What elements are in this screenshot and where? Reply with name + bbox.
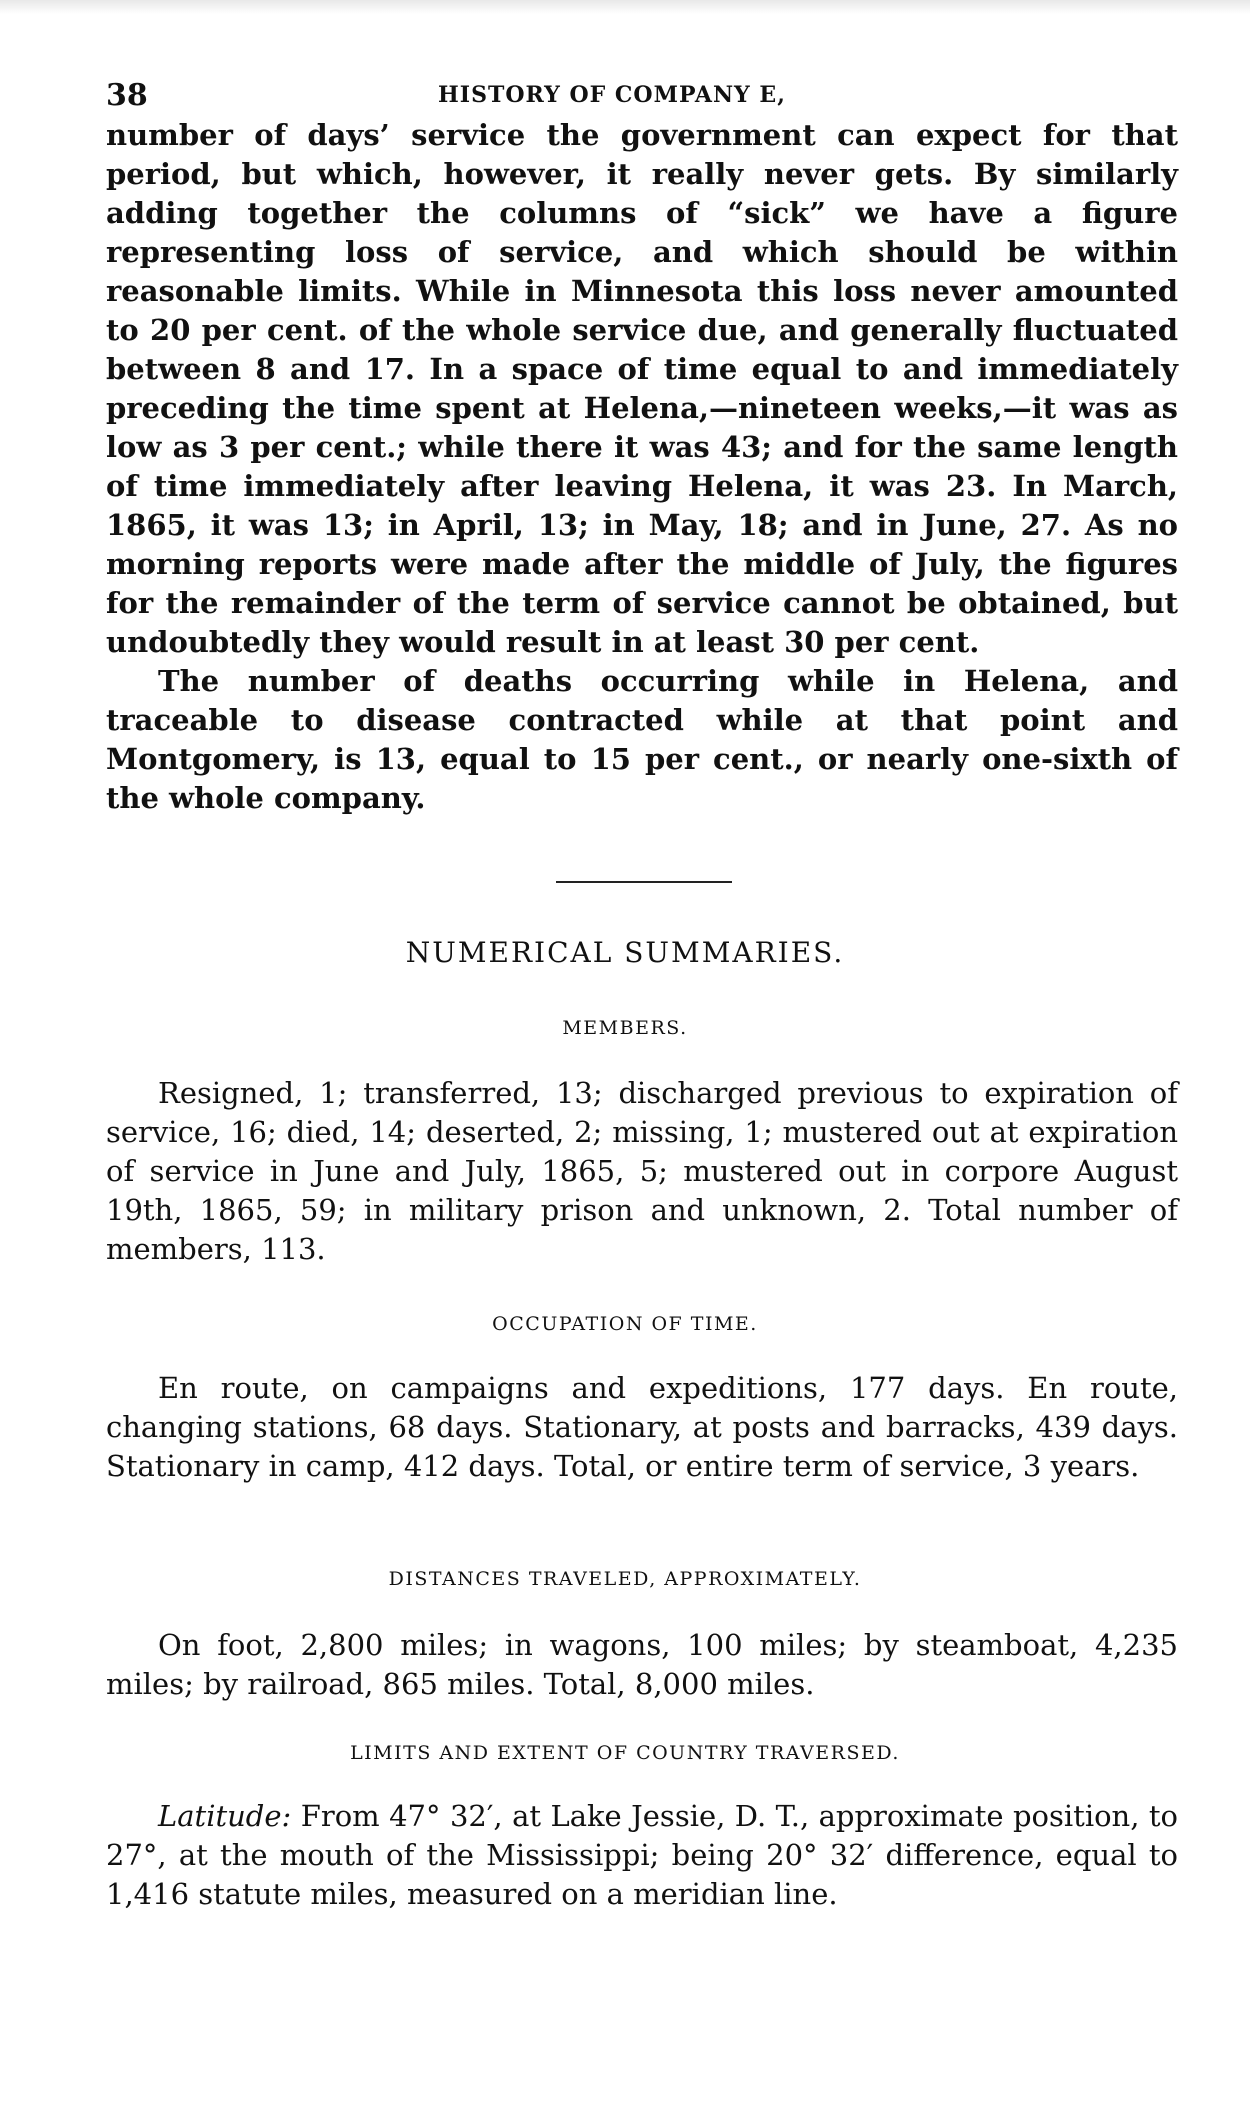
paragraph-deaths: The number of deaths occurring while in Helena, and traceable to disease contracted while at that point and Montgomery, is 13, equal to 15 per cent., or nearly one-sixth of the whole company. [106,664,1178,815]
section-title: NUMERICAL SUMMARIES. [405,936,845,969]
members-paragraph: Resigned, 1; transferred, 13; discharged previous to expiration of service, 16; died, 14; deserted, 2; missing, 1; mustered out at expiration of service in June and July, 1865, 5; mustered out in corpore August 19th, 1865, 59; in military prison and unknown, 2. Total number of members, 113. [106,1076,1178,1266]
occupation-paragraph: En route, on campaigns and expeditions, 177 days. En route, changing stations, 68 days. Stationary, at posts and barracks, 439 days. Stationary in camp, 412 days. Total, or entire term of service, 3 years. [106,1371,1178,1483]
members-text-block [106,1074,1178,1269]
occupation-text-block [106,1369,1178,1486]
latitude-text: From 47° 32′, at Lake Jessie, D. T., approximate position, to 27°, at the mouth of the Mississippi; being 20° 32′ difference, equal to 1,416 statute miles, measured on a meridian line. [106,1799,1178,1911]
latitude-label: Latitude: [158,1799,292,1833]
distances-text-block [106,1626,1178,1704]
page-edge [0,0,1250,14]
occupation-heading: OCCUPATION OF TIME. [492,1313,758,1335]
running-head [106,78,1176,118]
distances-paragraph: On foot, 2,800 miles; in wagons, 100 miles; by steamboat, 4,235 miles; by railroad, 865 miles. Total, 8,000 miles. [106,1628,1178,1701]
limits-paragraph [106,1797,1178,1914]
distances-heading: DISTANCES TRAVELED, APPROXIMATELY. [388,1568,862,1590]
running-title: HISTORY OF COMPANY E, [438,82,786,108]
members-heading: MEMBERS. [562,1017,688,1039]
page-number: 38 [106,78,148,113]
section-divider [556,881,732,883]
limits-text-block [106,1797,1178,1914]
limits-heading: LIMITS AND EXTENT OF COUNTRY TRAVERSED. [350,1742,900,1764]
paragraph-sick-loss: number of days’ service the government can expect for that period, but which, however, it really never gets. By similarly adding together the columns of “sick” we have a figure representing loss of service, and which should be within reasonable limits. While in Minnesota this loss never amounted to 20 per cent. of the whole service due, and generally fluctuated between 8 and 17. In a space of time equal to and immediately preceding the time spent at Helena,—nineteen weeks,—it was as low as 3 per cent.; while there it was 43; and for the same length of time immediately after leaving Helena, it was 23. In March, 1865, it was 13; in April, 13; in May, 18; and in June, 27. As no morning reports were made after the middle of July, the figures for the remainder of the term of service cannot be obtained, but undoubtedly they would result in at least 30 per cent. [106,118,1178,659]
history-text [106,116,1178,818]
